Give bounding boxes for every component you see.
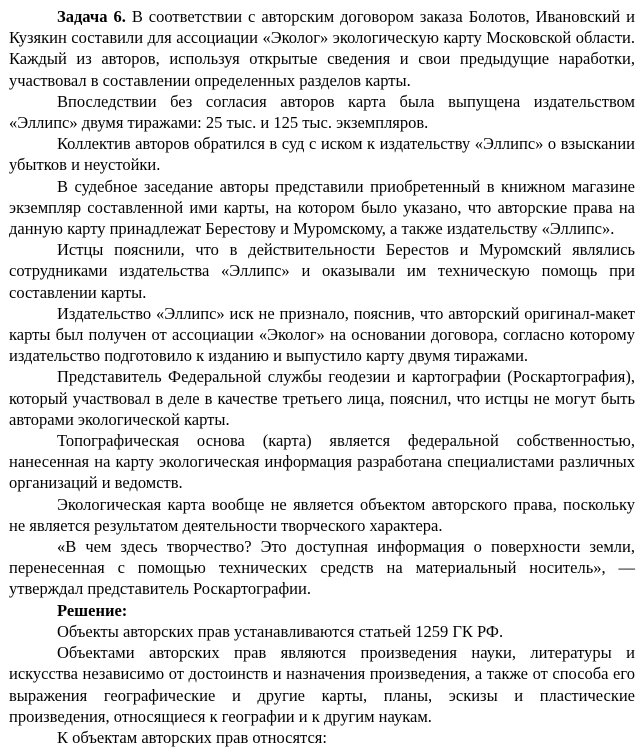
paragraph-publication: Впоследствии без согласия авторов карта была выпущена издательством «Эллипс» двумя тиражами: 25 тыс. и 125 тыс. экземпляров. <box>9 91 635 133</box>
task-intro-paragraph <box>9 6 635 91</box>
paragraph-quote: «В чем здесь творчество? Это доступная информация о поверхности земли, перенесенная с помощью технических средств на материальный носитель», — утверждал представитель Роскартографии. <box>9 537 635 599</box>
paragraph-lawsuit: Коллектив авторов обратился в суд с иском к издательству «Эллипс» о взыскании убытков и неустойки. <box>9 134 635 175</box>
task-label: Задача 6. <box>57 7 126 26</box>
paragraph-plaintiffs-explanation: Истцы пояснили, что в действительности Берестов и Муромский являлись сотрудниками издательства «Эллипс» и оказывали им техническую помощь при составлении карты. <box>9 240 635 302</box>
paragraph-third-party: Представитель Федеральной службы геодезии и картографии (Роскартография), который участвовал в деле в качестве третьего лица, пояснил, что истцы не могут быть авторами экологической карты. <box>9 367 635 429</box>
task-intro-text: В соответствии с авторским договором заказа Болотов, Ивановский и Кузякин составили для ассоциации «Эколог» экологическую карту Московской области. Каждый из авторов, используя открытые сведения и свои предыдущие наработки, участвовал в составлении определенных разделов карты. <box>9 7 636 90</box>
solution-paragraph-article: Объекты авторских прав устанавливаются статьей 1259 ГК РФ. <box>57 621 504 641</box>
solution-paragraph-list-intro: К объектам авторских прав относятся: <box>57 727 327 747</box>
paragraph-topographic-basis: Топографическая основа (карта) является федеральной собственностью, нанесенная на карту экологическая информация разработана специалистами различных организаций и ведомств. <box>9 431 635 493</box>
solution-heading: Решение: <box>57 600 128 620</box>
paragraph-court-evidence: В судебное заседание авторы представили приобретенный в книжном магазине экземпляр составленной ими карты, на котором было указано, что авторские права на данную карту принадлежат Берестову и Муромскому, а также издательству «Эллипс». <box>9 176 635 239</box>
paragraph-publisher-position: Издательство «Эллипс» иск не признало, пояснив, что авторский оригинал-макет карты был получен от ассоциации «Эколог» на основании договора, согласно которому издательство подготовило к изданию и выпустило карту двумя тиражами. <box>9 303 635 366</box>
solution-paragraph-objects: Объектами авторских прав являются произведения науки, литературы и искусства независимо от достоинств и назначения произведения, а также от способа его выражения географические и другие карты, планы, эскизы и пластические произведения, относящиеся к географии и к другим наукам. <box>9 643 635 726</box>
paragraph-not-copyright-object: Экологическая карта вообще не является объектом авторского права, поскольку не является результатом деятельности творческого характера. <box>9 494 635 535</box>
